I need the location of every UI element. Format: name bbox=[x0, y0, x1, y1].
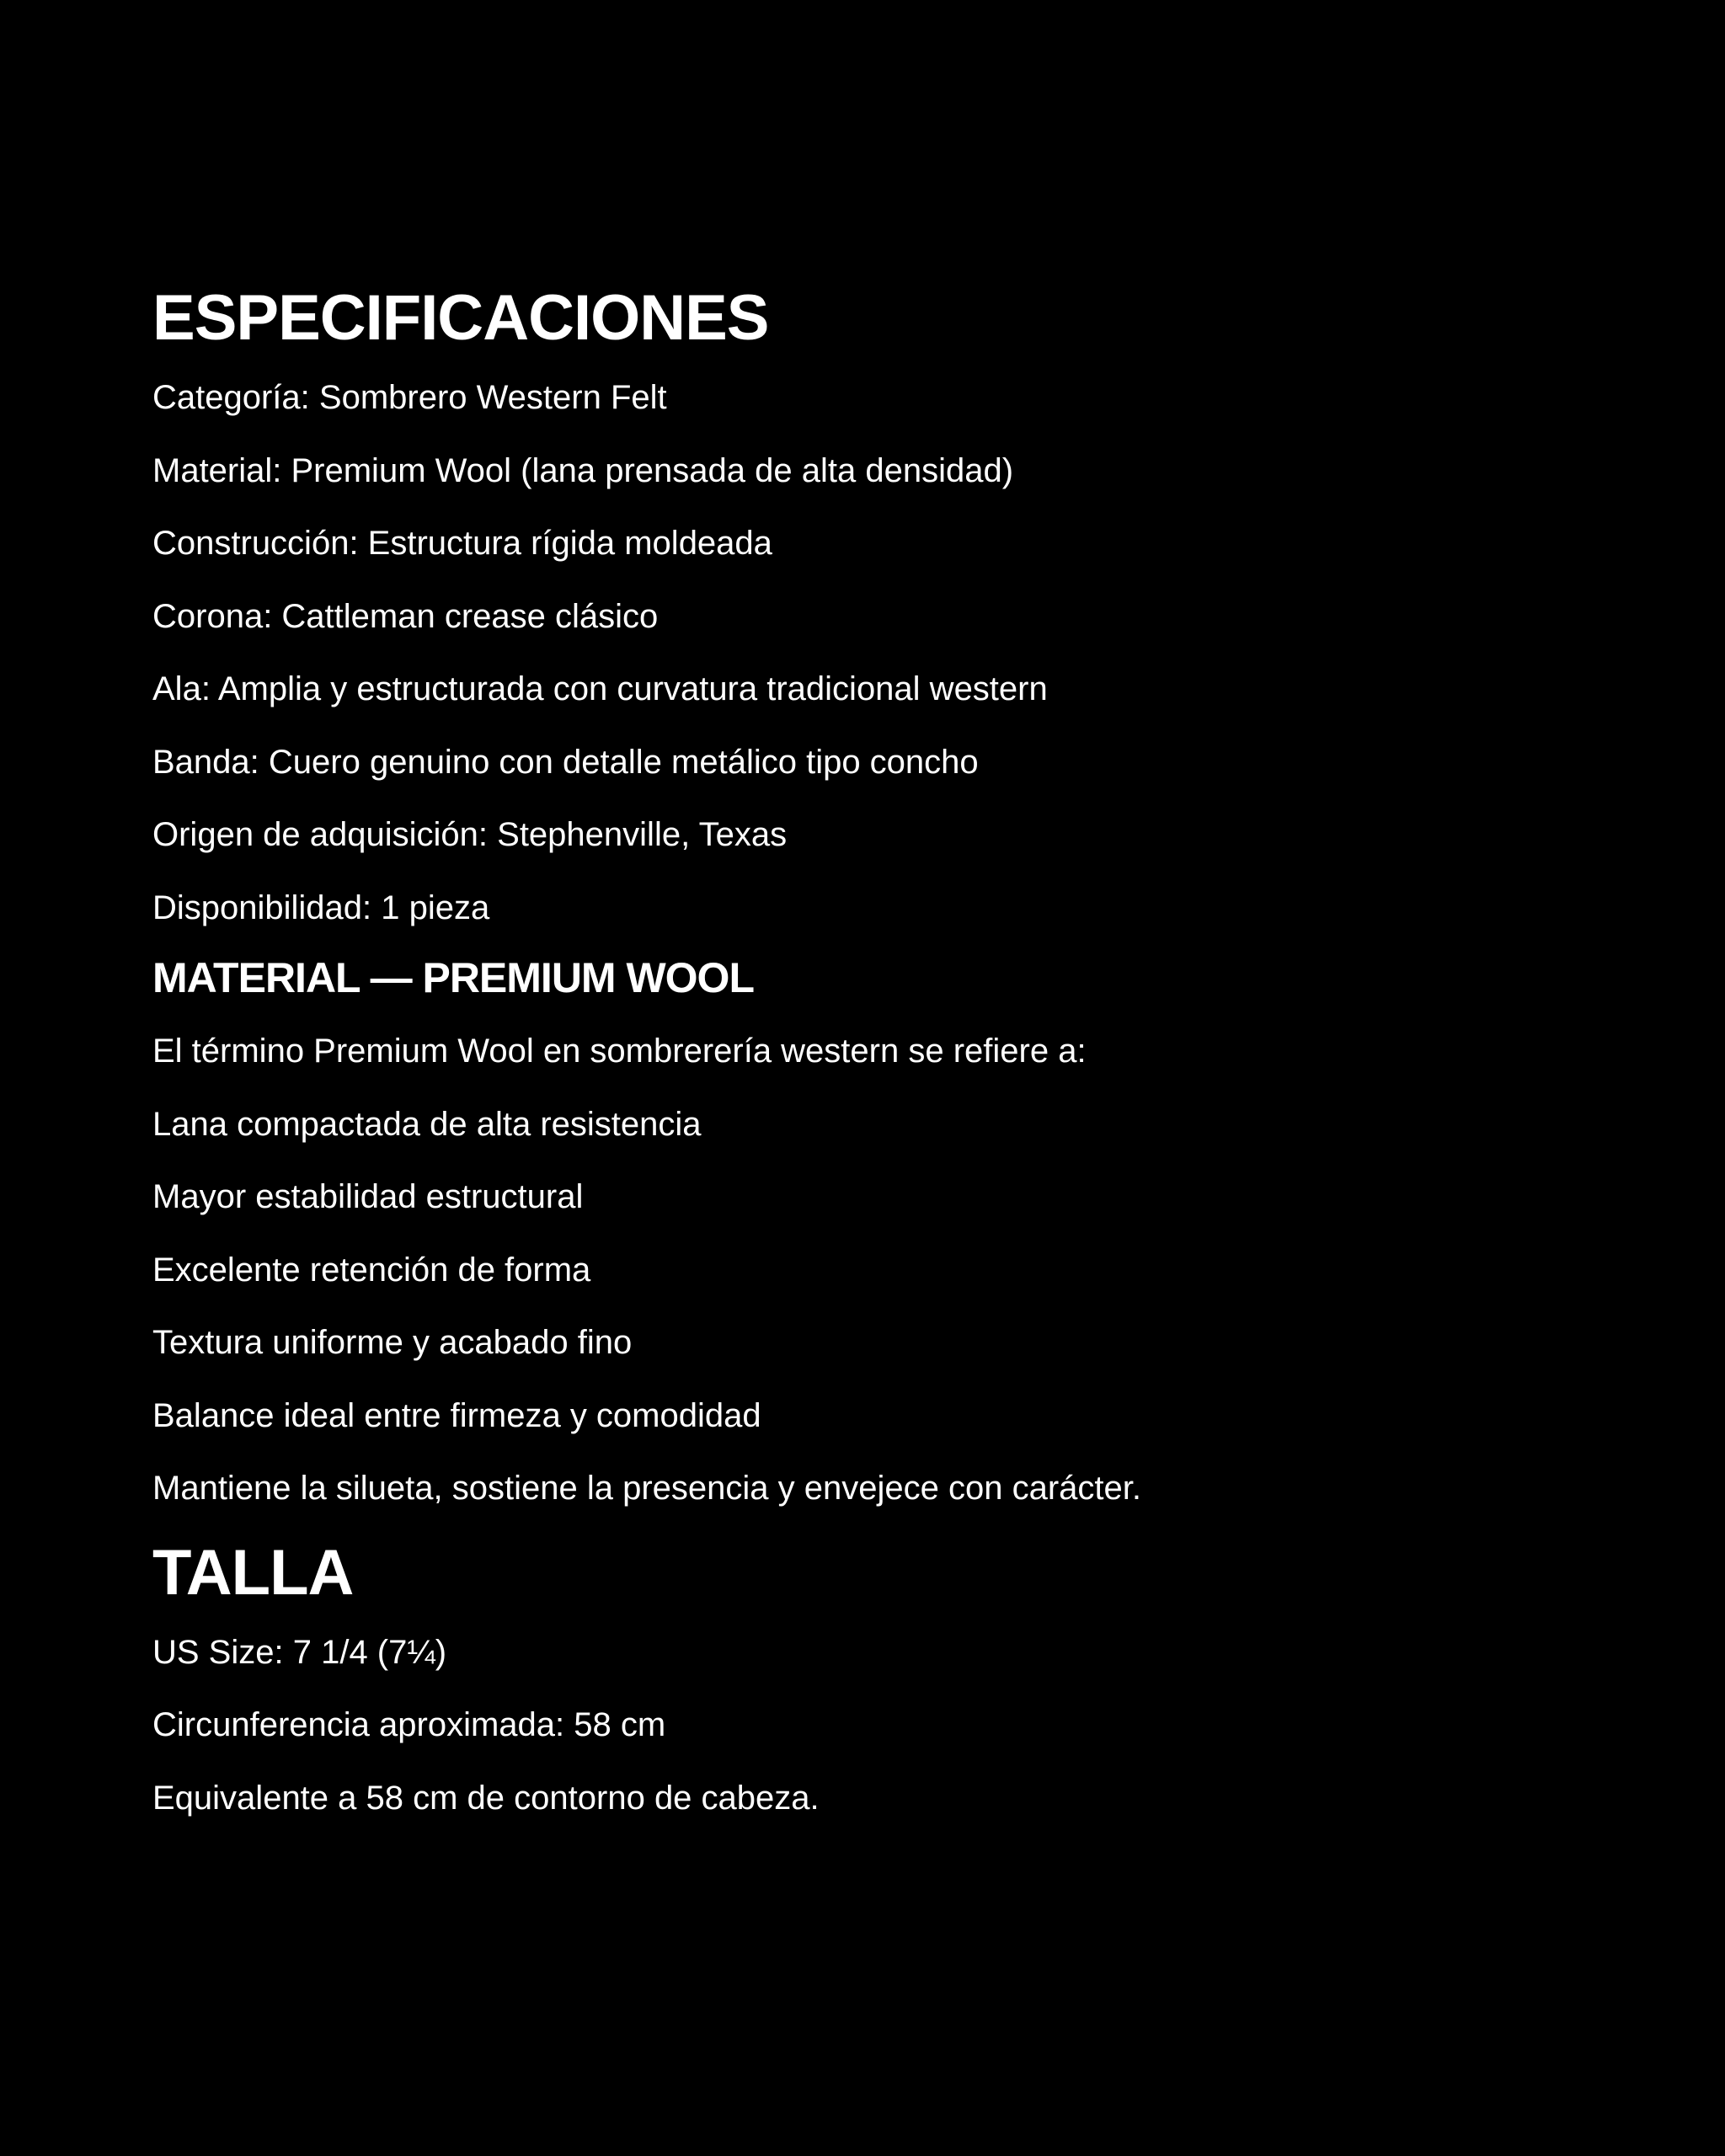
spec-line-category: Categoría: Sombrero Western Felt bbox=[152, 379, 667, 416]
size-line-circumference: Circunferencia aproximada: 58 cm bbox=[152, 1706, 666, 1743]
material-closing: Mantiene la silueta, sostiene la presencia y envejece con carácter. bbox=[152, 1470, 1142, 1507]
material-intro: El término Premium Wool en sombrerería western se refiere a: bbox=[152, 1033, 1087, 1070]
spec-content bbox=[152, 282, 1584, 1850]
material-point-balance: Balance ideal entre firmeza y comodidad bbox=[152, 1396, 761, 1434]
size-line-equivalent: Equivalente a 58 cm de contorno de cabeza. bbox=[152, 1779, 820, 1817]
size-line-us: US Size: 7 1/4 (7¼) bbox=[152, 1633, 447, 1671]
spec-line-brim: Ala: Amplia y estructurada con curvatura tradicional western bbox=[152, 670, 1048, 707]
size-heading: TALLA bbox=[152, 1536, 354, 1609]
spec-line-crown: Corona: Cattleman crease clásico bbox=[152, 597, 659, 635]
spec-line-band: Banda: Cuero genuino con detalle metálico tipo concho bbox=[152, 743, 979, 781]
spec-line-availability: Disponibilidad: 1 pieza bbox=[152, 889, 490, 926]
material-point-stability: Mayor estabilidad estructural bbox=[152, 1178, 584, 1215]
material-point-texture: Textura uniforme y acabado fino bbox=[152, 1324, 633, 1361]
material-point-resistance: Lana compactada de alta resistencia bbox=[152, 1105, 702, 1143]
spec-line-origin: Origen de adquisición: Stephenville, Texas bbox=[152, 816, 788, 853]
spec-line-material: Material: Premium Wool (lana prensada de alta densidad) bbox=[152, 451, 1014, 489]
specs-heading: ESPECIFICACIONES bbox=[152, 282, 769, 354]
spec-line-construction: Construcción: Estructura rígida moldeada bbox=[152, 525, 772, 562]
material-point-shape: Excelente retención de forma bbox=[152, 1251, 591, 1289]
material-heading: MATERIAL — PREMIUM WOOL bbox=[152, 954, 754, 1001]
